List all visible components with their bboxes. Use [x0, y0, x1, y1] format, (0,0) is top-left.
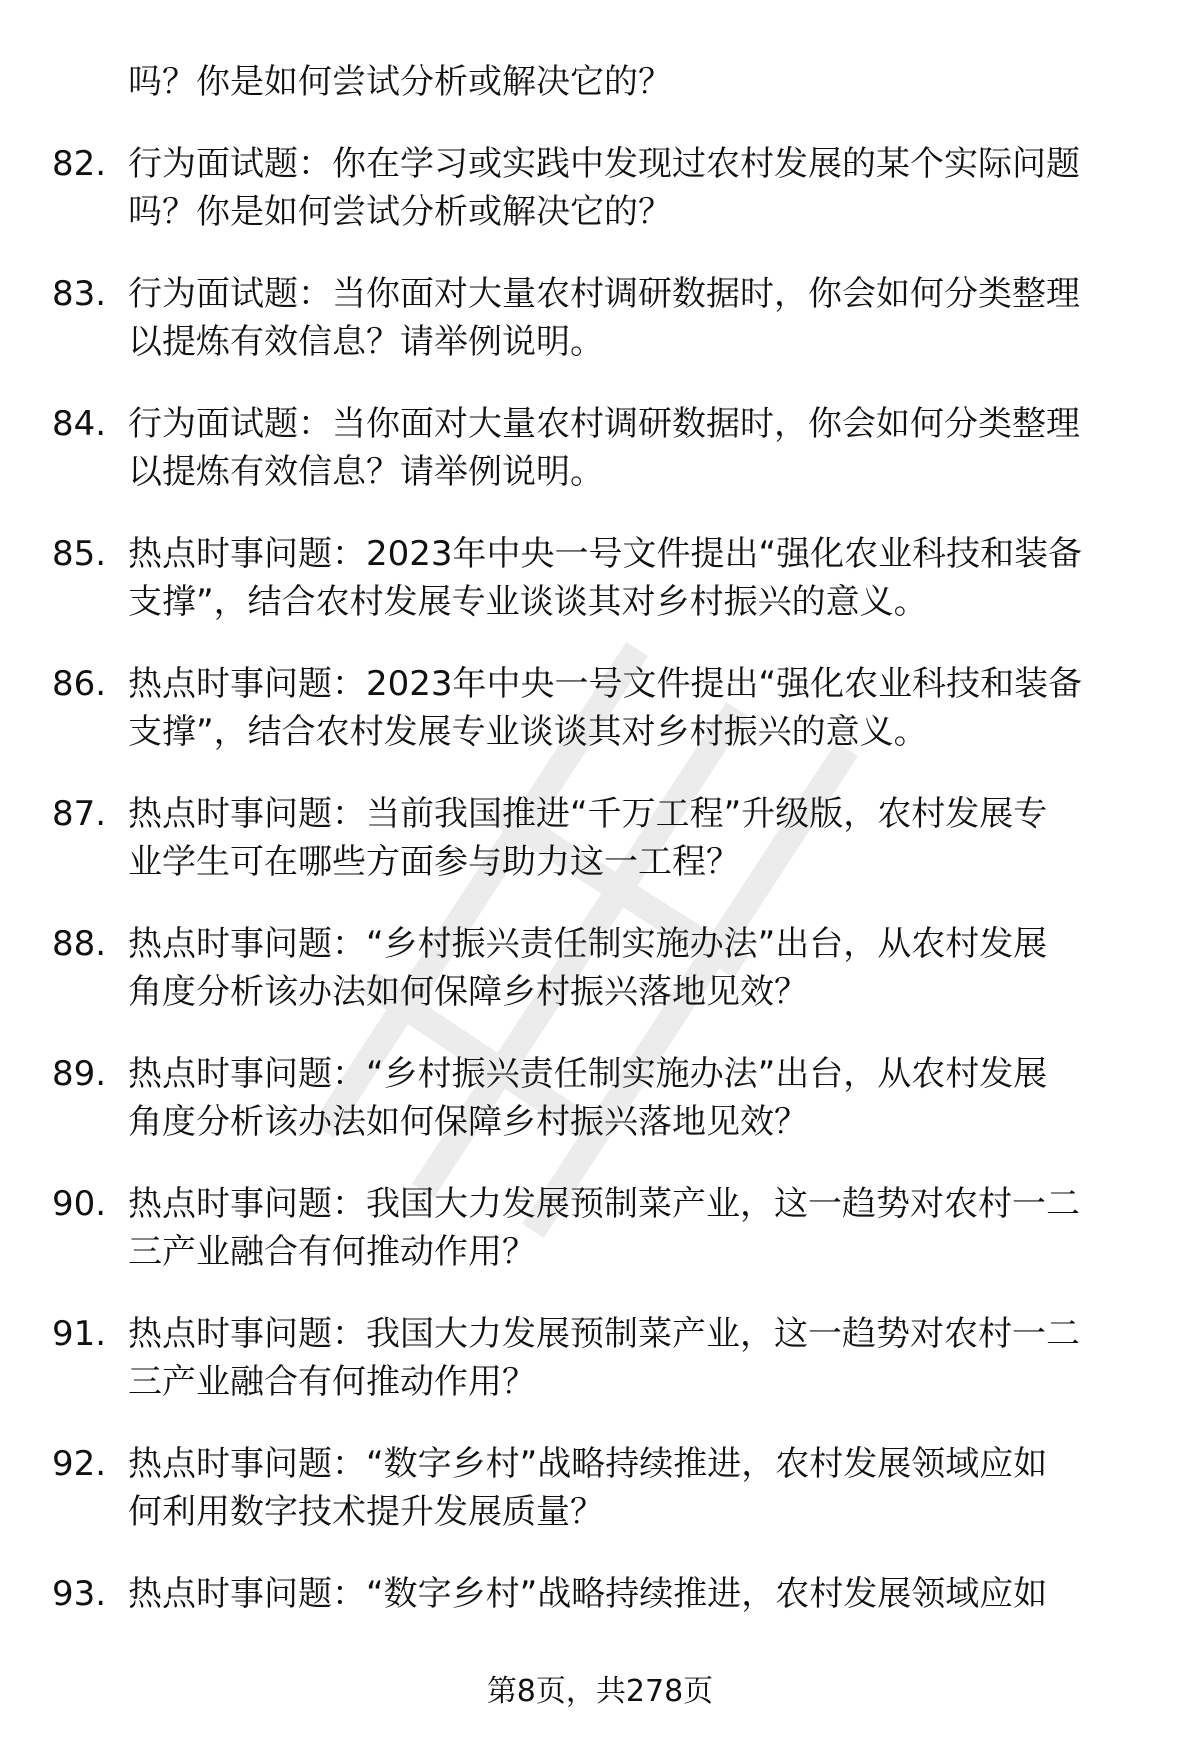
- question-number: 82.: [52, 144, 107, 184]
- question-text: [128, 1310, 1148, 1406]
- list-item: [0, 1050, 1200, 1180]
- question-line: 以提炼有效信息？请举例说明。: [128, 322, 604, 362]
- list-item: [0, 660, 1200, 790]
- question-line: 热点时事问题：2023年中央一号文件提出“强化农业科技和装备: [128, 534, 1083, 574]
- question-text: [128, 530, 1148, 626]
- list-item: [0, 1180, 1200, 1310]
- question-line: 支撑”，结合农村发展专业谈谈其对乡村振兴的意义。: [128, 582, 928, 622]
- list-item: [0, 790, 1200, 920]
- question-number: 86.: [52, 664, 107, 704]
- question-text: [128, 790, 1148, 886]
- question-line: 热点时事问题：“乡村振兴责任制实施办法”出台，从农村发展: [128, 924, 1048, 964]
- question-line: 热点时事问题：“数字乡村”战略持续推进，农村发展领域应如: [128, 1444, 1048, 1484]
- question-text: [128, 1440, 1148, 1536]
- question-list: [0, 140, 1200, 1700]
- question-text: [128, 400, 1148, 496]
- question-text: [128, 660, 1148, 756]
- question-line: 角度分析该办法如何保障乡村振兴落地见效？: [128, 972, 808, 1012]
- question-line: 热点时事问题：2023年中央一号文件提出“强化农业科技和装备: [128, 664, 1083, 704]
- question-line: 热点时事问题：我国大力发展预制菜产业，这一趋势对农村一二: [128, 1314, 1080, 1354]
- list-item: [0, 1310, 1200, 1440]
- list-item: [0, 400, 1200, 530]
- question-line: 支撑”，结合农村发展专业谈谈其对乡村振兴的意义。: [128, 712, 928, 752]
- question-line: 角度分析该办法如何保障乡村振兴落地见效？: [128, 1102, 808, 1142]
- question-text: [128, 270, 1148, 366]
- question-line: 热点时事问题：“乡村振兴责任制实施办法”出台，从农村发展: [128, 1054, 1048, 1094]
- question-line: 业学生可在哪些方面参与助力这一工程？: [128, 842, 740, 882]
- question-text: [128, 920, 1148, 1016]
- question-number: 83.: [52, 274, 107, 314]
- question-line: 热点时事问题：当前我国推进“千万工程”升级版，农村发展专: [128, 794, 1048, 834]
- question-text: [128, 1180, 1148, 1276]
- question-number: 91.: [52, 1314, 107, 1354]
- question-number: 93.: [52, 1574, 107, 1614]
- list-item: [0, 1440, 1200, 1570]
- question-line: 热点时事问题：“数字乡村”战略持续推进，农村发展领域应如: [128, 1574, 1048, 1614]
- list-item: [0, 270, 1200, 400]
- continued-question-text: 吗？你是如何尝试分析或解决它的？: [128, 62, 672, 102]
- question-line: 三产业融合有何推动作用？: [128, 1232, 536, 1272]
- question-number: 88.: [52, 924, 107, 964]
- question-line: 何利用数字技术提升发展质量？: [128, 1492, 604, 1532]
- question-line: 行为面试题：你在学习或实践中发现过农村发展的某个实际问题: [128, 144, 1080, 184]
- question-text: [128, 1050, 1148, 1146]
- question-line: 吗？你是如何尝试分析或解决它的？: [128, 192, 672, 232]
- question-line: 行为面试题：当你面对大量农村调研数据时，你会如何分类整理: [128, 274, 1080, 314]
- question-number: 84.: [52, 404, 107, 444]
- question-number: 85.: [52, 534, 107, 574]
- question-number: 89.: [52, 1054, 107, 1094]
- question-text: [128, 1570, 1148, 1618]
- question-text: [128, 140, 1148, 236]
- question-number: 87.: [52, 794, 107, 834]
- question-line: 行为面试题：当你面对大量农村调研数据时，你会如何分类整理: [128, 404, 1080, 444]
- question-line: 三产业融合有何推动作用？: [128, 1362, 536, 1402]
- question-number: 92.: [52, 1444, 107, 1484]
- page-footer: 第8页，共278页: [486, 1674, 714, 1709]
- list-item: [0, 530, 1200, 660]
- question-number: 90.: [52, 1184, 107, 1224]
- list-item: [0, 140, 1200, 270]
- question-line: 热点时事问题：我国大力发展预制菜产业，这一趋势对农村一二: [128, 1184, 1080, 1224]
- question-line: 以提炼有效信息？请举例说明。: [128, 452, 604, 492]
- list-item: [0, 920, 1200, 1050]
